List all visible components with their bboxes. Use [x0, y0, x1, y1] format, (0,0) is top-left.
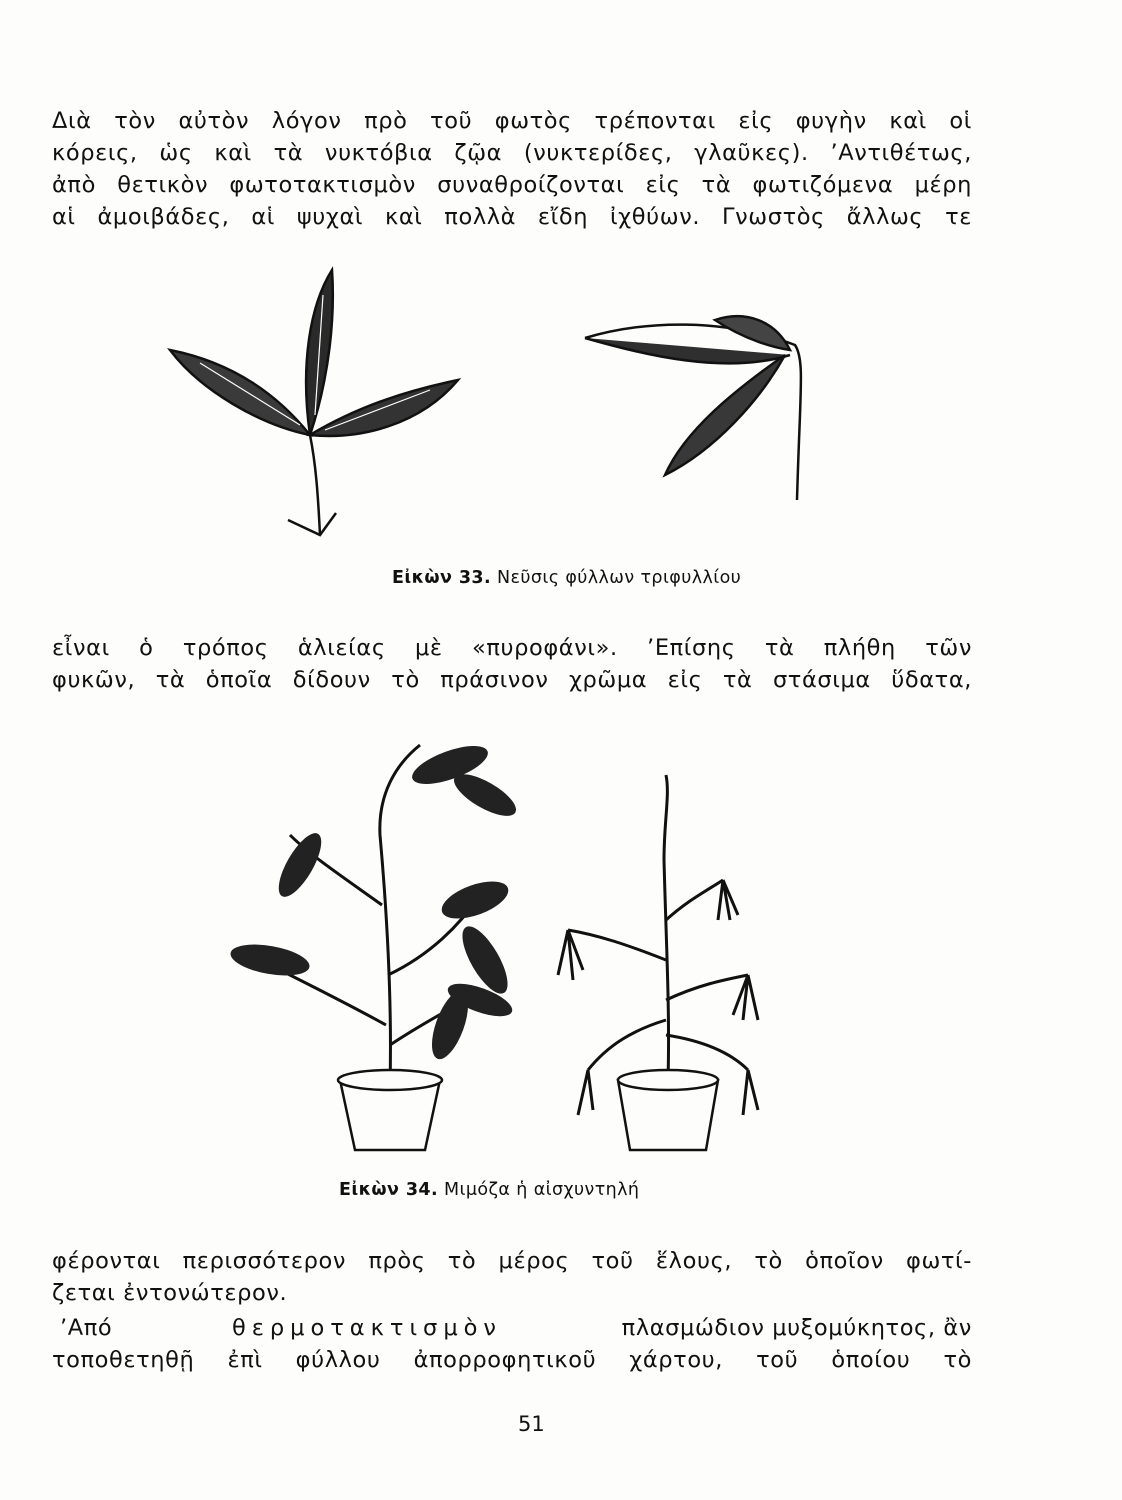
- paragraph-2: [52, 632, 972, 696]
- figure-33-caption: [392, 568, 741, 588]
- text-line: ζεται ἐντονώτερον.: [52, 1280, 288, 1306]
- text-line-end: πλασμώδιον μυξομύκητος, ἂν: [621, 1315, 972, 1341]
- text-line: κόρεις, ὡς καὶ τὰ νυκτόβια ζῷα (νυκτερίδες, γλαῦκες). ’Αντιθέτως,: [52, 140, 972, 166]
- text-line: αἱ ἀμοιβάδες, αἱ ψυχαὶ καὶ πολλὰ εἴδη ἰχθύων. Γνωστὸς ἄλλως τε: [52, 204, 972, 230]
- figure-34-mimosa-closed-illustration: [548, 770, 778, 1155]
- figure-34-text: Μιμόζα ἡ αἰσχυντηλή: [444, 1180, 640, 1200]
- figure-34-mimosa-open-illustration: [230, 725, 560, 1155]
- spaced-term: θερμοτακτισμὸν: [231, 1315, 502, 1341]
- figure-33-text: Νεῦσις φύλλων τριφυλλίου: [497, 568, 742, 588]
- paragraph-3: [52, 1245, 972, 1309]
- figure-33-clover-upright-illustration: [160, 265, 470, 555]
- text-line: εἶναι ὁ τρόπος ἁλιείας μὲ «πυροφάνι». ’Επίσης τὰ πλήθη τῶν: [52, 635, 972, 661]
- figure-34-caption: [339, 1180, 639, 1200]
- text-line: [60, 1312, 972, 1344]
- text-line-start: ’Από: [60, 1315, 113, 1341]
- figure-33-clover-folded-illustration: [585, 300, 835, 505]
- text-line: φέρονται περισσότερον πρὸς τὸ μέρος τοῦ ἕλους, τὸ ὁποῖον φωτί-: [52, 1248, 972, 1274]
- paragraph-4: [60, 1312, 972, 1344]
- text-line: ἀπὸ θετικὸν φωτοτακτισμὸν συναθροίζονται εἰς τὰ φωτιζόμενα μέρη: [52, 172, 972, 198]
- figure-34-label: Εἰκὼν 34.: [339, 1180, 439, 1200]
- text-line: τοποθετηθῇ ἐπὶ φύλλου ἀπορροφητικοῦ χάρτου, τοῦ ὁποίου τὸ: [52, 1347, 972, 1373]
- text-line: φυκῶν, τὰ ὁποῖα δίδουν τὸ πράσινον χρῶμα εἰς τὰ στάσιμα ὕδατα,: [52, 667, 972, 693]
- figure-33-label: Εἰκὼν 33.: [392, 568, 492, 588]
- page-number: 51: [518, 1412, 545, 1436]
- text-line: Διὰ τὸν αὐτὸν λόγον πρὸ τοῦ φωτὸς τρέπονται εἰς φυγὴν καὶ οἱ: [52, 108, 972, 134]
- paragraph-4-continued: [52, 1344, 972, 1376]
- paragraph-1: [52, 105, 972, 233]
